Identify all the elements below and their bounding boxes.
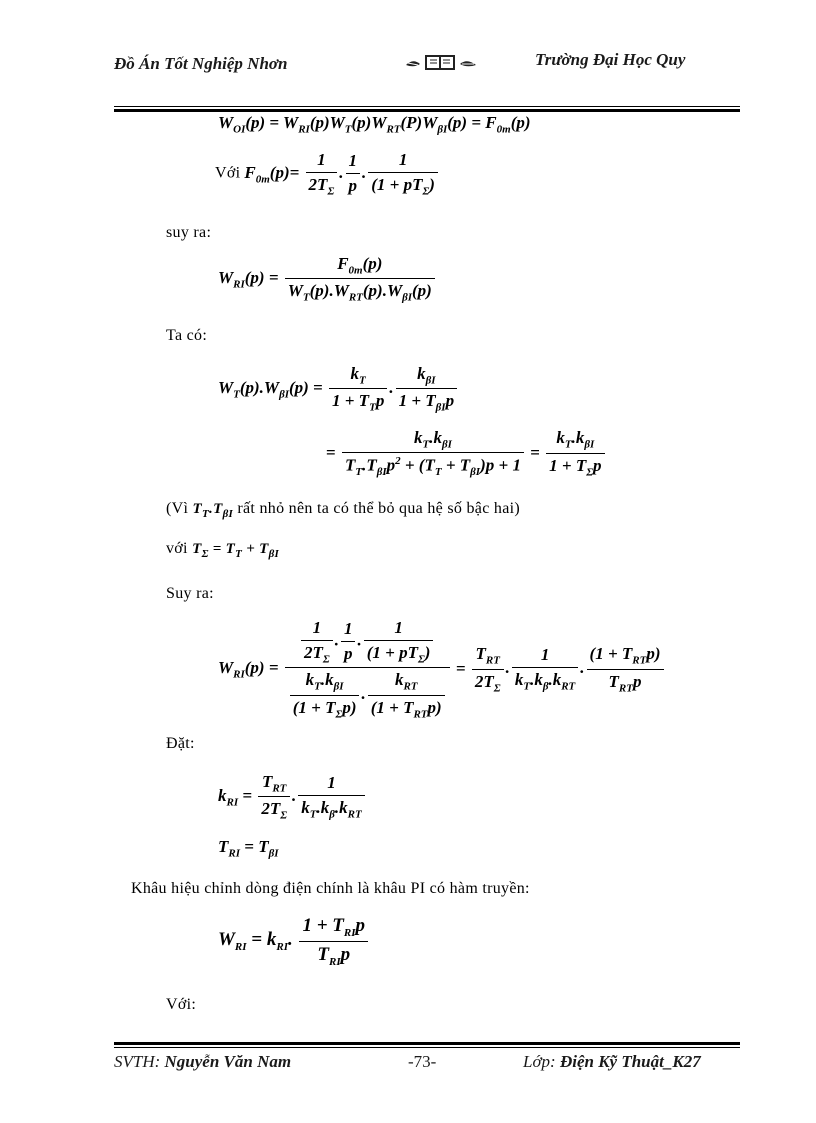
- equation-wri-pi: $W_{RI} = k_{RI}$. $\frac{1 + T_{RI}p}{T_{RI}p}$: [218, 915, 370, 968]
- equation-wri-ratio: $W_{RI}(p)$ = $\frac{F_{0m}(p)}{W_T(p).W_{RT}(p).W_{\beta I}(p)}$: [218, 254, 437, 304]
- suy-ra-label: suy ra:: [166, 224, 212, 241]
- header-rule-thin: [114, 106, 740, 107]
- svth-label: SVTH:: [114, 1052, 161, 1071]
- page-number: -73-: [408, 1052, 437, 1071]
- equation-wt-wbi-expanded: = $\frac{k_T.k_{\beta I}}{T_T.T_{\beta I}p^2 + (T_T + T_{\beta I})p + 1}$ = $\frac{k_T.k_{\beta I}}{1 + T_\Sigma p}$: [326, 428, 607, 478]
- header-left: Đồ Án Tốt Nghiệp Nhơn: [114, 54, 288, 73]
- header-right: Trường Đại Học Quy: [535, 50, 686, 69]
- equation-kri: $k_{RI}$ = $\frac{T_{RT}}{2T_\Sigma}$ . $\frac{1}{k_T.k_\beta.k_{RT}}$: [218, 772, 367, 822]
- equation-wri-compound: $W_{RI}(p)$ = $\frac{1}{2T_\Sigma}$ . $\frac{1}{p}$ . $\frac{1}{(1 + pT_\Sigma)}$ $\frac{k_T.k_{\beta I}}{(1 + T_\Sigma p)}$ . $\frac{k_{RT}}{(1 + T_{RT}p)}$ = $\frac{T_{RT}}{2T_\Sigma}$ . $\frac{1}{k_T.k_\beta.k_{RT}}$ . $\frac{(1 + T_{RT}p)}{T_{RT}p}$: [218, 618, 666, 720]
- ta-co-label: Ta có:: [166, 327, 208, 344]
- footer-svth: [114, 1052, 291, 1072]
- dat-label: Đặt:: [166, 735, 195, 752]
- svth-name: Nguyễn Văn Nam: [164, 1052, 292, 1071]
- conclusion-text: Khâu hiệu chỉnh dòng điện chính là khâu PI có hàm truyền:: [131, 880, 530, 897]
- tsum-line: với $T_\Sigma = T_T + T_{\beta I}$: [166, 540, 280, 560]
- voi-label: Với: [215, 164, 241, 182]
- equation-woi: $W_{OI}(p) = W_{RI}(p)W_T(p)W_{RT}(P)W_{\beta I}(p) = F_{0m}(p)$: [218, 113, 531, 136]
- lop-value: Điện Kỹ Thuật_K27: [559, 1052, 701, 1071]
- voi-3-label: Với:: [166, 996, 197, 1013]
- equation-tri: $T_{RI} = T_{\beta I}$: [218, 837, 279, 860]
- voi-2-label: với: [166, 540, 188, 557]
- header-ornament: [404, 52, 480, 77]
- footer-rule-thick: [114, 1042, 740, 1045]
- footer-rule-thin: [114, 1047, 740, 1048]
- footer-lop: [523, 1052, 701, 1072]
- lop-label: Lớp:: [523, 1052, 556, 1071]
- note-start: (Vì: [166, 500, 189, 517]
- equation-f0m: Với $F_{0m}(p)=$ $\frac{1}{2T_\Sigma}$ . $\frac{1}{p}$ . $\frac{1}{(1 + pT_\Sigma)}$: [215, 150, 440, 197]
- book-ornament-icon: [404, 52, 480, 72]
- header-rule-thick: [114, 109, 740, 112]
- note-end: rất nhỏ nên ta có thể bỏ qua hệ số bậc hai): [237, 500, 520, 517]
- equation-wt-wbi: $W_T(p).W_{\beta I}(p)$ = $\frac{k_T}{1 + T_Tp}$ . $\frac{k_{\beta I}}{1 + T_{\beta I}p}$: [218, 364, 459, 414]
- suy-ra-2-label: Suy ra:: [166, 585, 214, 602]
- note-line: (Vì $T_T.T_{\beta I}$ rất nhỏ nên ta có thể bỏ qua hệ số bậc hai): [166, 500, 520, 520]
